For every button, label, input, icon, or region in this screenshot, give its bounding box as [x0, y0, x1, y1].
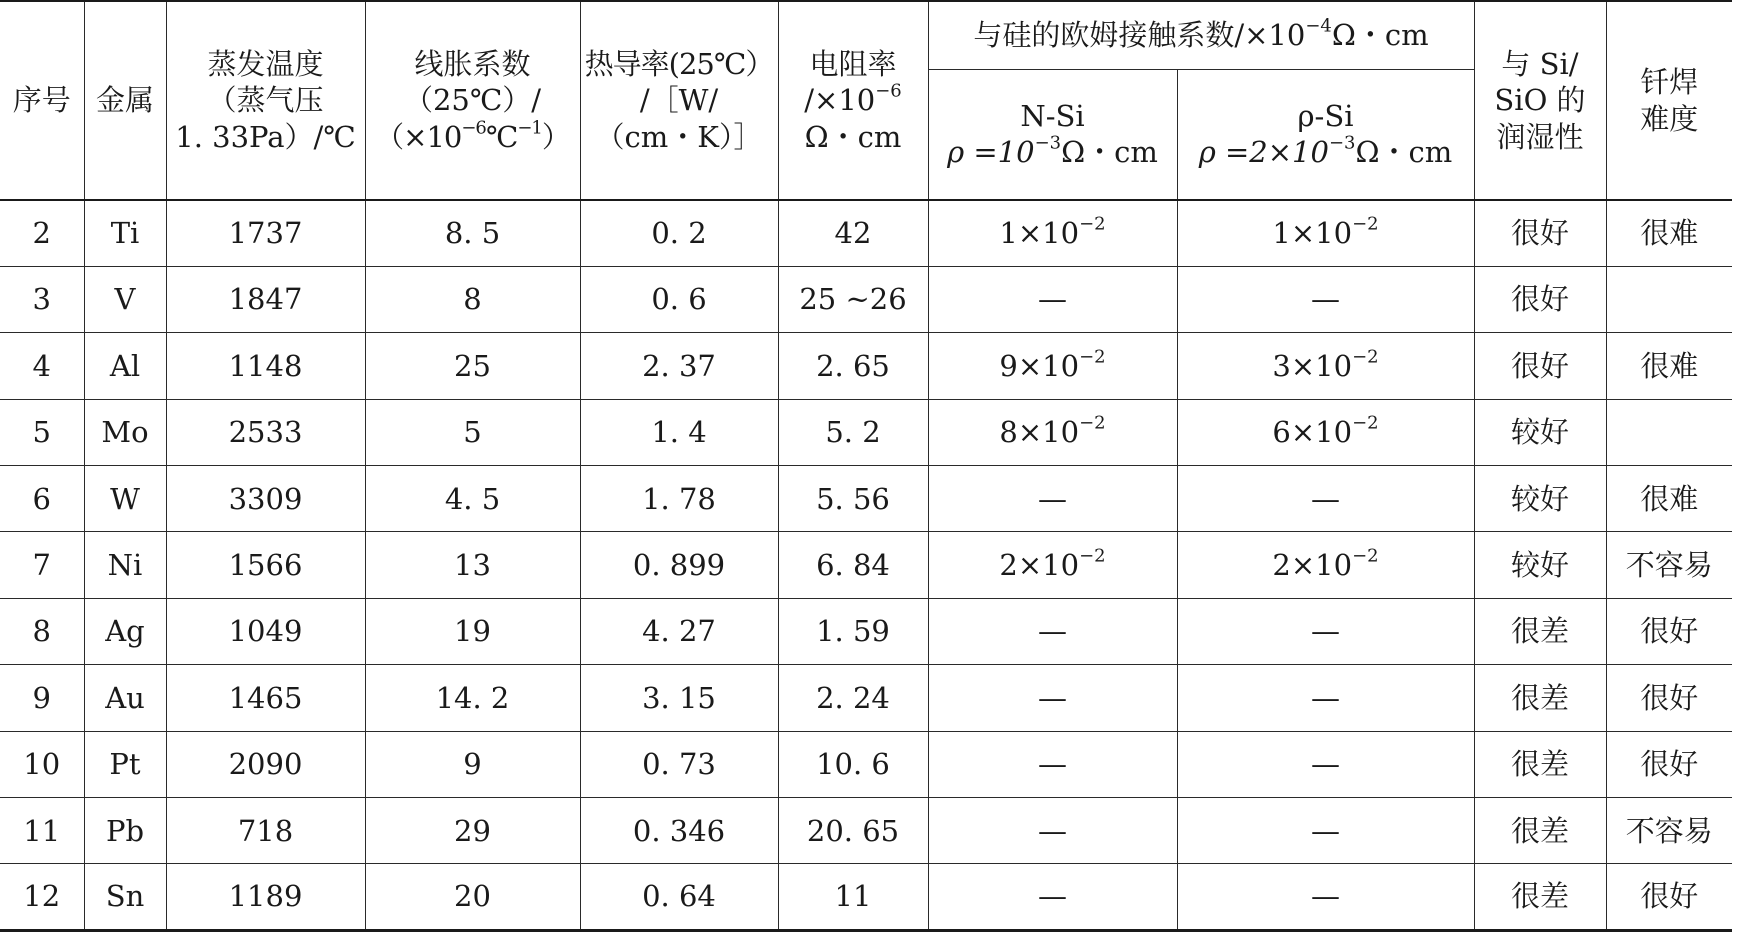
cell-index-value: 10	[23, 747, 61, 782]
cell-expansion-value: 9	[463, 747, 482, 782]
cell-evaporation-temp-value: 1566	[228, 548, 303, 583]
cell-p-si-base: 2×10	[1272, 548, 1353, 583]
cell-p-si-base: 3×10	[1272, 348, 1353, 383]
cell-resistivity	[778, 864, 928, 930]
cell-evaporation-temp-value: 1148	[228, 348, 303, 383]
cell-thermal	[580, 333, 778, 399]
cell-n-si-exponent: −2	[1079, 346, 1106, 368]
cell-wettability	[1474, 266, 1606, 332]
p-si-header-line2	[1178, 134, 1474, 170]
cell-metal	[84, 864, 166, 930]
cell-n-si-contact	[928, 266, 1177, 332]
cell-evaporation-temp-value: 1049	[228, 614, 303, 649]
cell-wettability	[1474, 200, 1606, 266]
cell-index	[0, 864, 84, 930]
cell-metal	[84, 266, 166, 332]
cell-expansion-value: 29	[454, 813, 491, 848]
cell-metal	[84, 731, 166, 797]
cell-thermal	[580, 466, 778, 532]
cell-evaporation-temp	[166, 266, 365, 332]
cell-wettability-value: 很差	[1510, 614, 1569, 649]
cell-resistivity	[778, 532, 928, 598]
cell-thermal-value: 2. 37	[642, 348, 716, 383]
resistivity-unit-base: /×10	[804, 83, 876, 118]
expansion-unit-exponent1: −6	[461, 117, 486, 139]
cell-resistivity-value: 6. 84	[816, 548, 890, 583]
cell-thermal	[580, 532, 778, 598]
cell-n-si-base: 2×10	[999, 548, 1080, 583]
cell-evaporation-temp-value: 1847	[228, 282, 303, 317]
cell-metal-value: Ag	[105, 614, 145, 649]
cell-thermal-value: 0. 64	[642, 879, 716, 914]
expansion-unit-celsius: ℃	[485, 119, 518, 154]
cell-soldering-value: 很好	[1640, 680, 1699, 715]
cell-p-si-base: 1×10	[1272, 216, 1353, 251]
wettability-header-line3: 润湿性	[1496, 119, 1584, 154]
cell-index-value: 12	[23, 879, 61, 914]
cell-wettability	[1474, 864, 1606, 930]
cell-resistivity	[778, 266, 928, 332]
cell-wettability	[1474, 466, 1606, 532]
cell-thermal	[580, 200, 778, 266]
cell-thermal	[580, 798, 778, 864]
cell-p-si-base: —	[1311, 282, 1340, 317]
cell-metal	[84, 532, 166, 598]
cell-n-si-exponent: −2	[1079, 545, 1106, 567]
cell-expansion	[365, 731, 580, 797]
cell-expansion-value: 5	[463, 415, 482, 450]
cell-expansion	[365, 200, 580, 266]
cell-resistivity	[778, 200, 928, 266]
cell-thermal	[580, 266, 778, 332]
cell-thermal-value: 3. 15	[642, 680, 716, 715]
cell-evaporation-temp	[166, 731, 365, 797]
cell-wettability-value: 较好	[1510, 415, 1569, 450]
cell-p-si-contact	[1177, 598, 1474, 664]
cell-p-si-contact	[1177, 399, 1474, 465]
cell-soldering-value: 很好	[1640, 747, 1699, 782]
col-header-index	[0, 1, 84, 200]
col-header-n-si	[928, 69, 1177, 200]
cell-evaporation-temp	[166, 598, 365, 664]
cell-resistivity-value: 5. 2	[825, 415, 881, 450]
cell-p-si-contact	[1177, 466, 1474, 532]
cell-expansion	[365, 532, 580, 598]
cell-resistivity-value: 25 ~26	[799, 282, 907, 317]
n-si-rho-base: ρ =10	[947, 135, 1035, 170]
cell-evaporation-temp-value: 1189	[228, 879, 303, 914]
cell-p-si-exponent: −2	[1352, 412, 1379, 434]
cell-index	[0, 466, 84, 532]
cell-resistivity-value: 2. 24	[816, 680, 890, 715]
cell-wettability	[1474, 333, 1606, 399]
expansion-unit-exponent2: −1	[517, 117, 542, 139]
cell-evaporation-temp-value: 2090	[228, 747, 303, 782]
cell-metal-value: Sn	[105, 879, 145, 914]
cell-resistivity-value: 42	[834, 216, 872, 251]
table-row	[0, 532, 1732, 598]
cell-index-value: 8	[32, 614, 51, 649]
cell-wettability	[1474, 665, 1606, 731]
cell-expansion	[365, 864, 580, 930]
cell-evaporation-temp-value: 3309	[228, 481, 303, 516]
expansion-header-line2: （25℃）/	[403, 83, 542, 118]
thermal-header-line3: （cm・K）］	[595, 119, 763, 154]
cell-p-si-contact	[1177, 731, 1474, 797]
cell-wettability	[1474, 598, 1606, 664]
cell-resistivity-value: 1. 59	[816, 614, 890, 649]
cell-metal-value: Al	[109, 348, 141, 383]
cell-resistivity	[778, 665, 928, 731]
cell-soldering-value: 很好	[1640, 614, 1699, 649]
table-row	[0, 598, 1732, 664]
cell-index	[0, 532, 84, 598]
cell-metal	[84, 466, 166, 532]
cell-evaporation-temp	[166, 399, 365, 465]
cell-index	[0, 598, 84, 664]
cell-resistivity	[778, 333, 928, 399]
cell-n-si-contact	[928, 665, 1177, 731]
cell-thermal-value: 1. 78	[642, 481, 716, 516]
col-header-metal	[84, 1, 166, 200]
cell-soldering	[1606, 399, 1732, 465]
col-header-soldering-difficulty	[1606, 1, 1732, 200]
cell-metal	[84, 665, 166, 731]
cell-wettability-value: 很差	[1510, 813, 1569, 848]
cell-index	[0, 399, 84, 465]
cell-thermal	[580, 665, 778, 731]
cell-wettability	[1474, 399, 1606, 465]
cell-n-si-contact	[928, 731, 1177, 797]
cell-n-si-contact	[928, 200, 1177, 266]
cell-metal	[84, 200, 166, 266]
cell-p-si-exponent: −2	[1352, 545, 1379, 567]
cell-resistivity	[778, 598, 928, 664]
cell-soldering	[1606, 864, 1732, 930]
p-si-rho-unit: Ω・cm	[1355, 135, 1453, 170]
expansion-unit-base: （×10	[375, 119, 462, 154]
cell-expansion	[365, 798, 580, 864]
cell-evaporation-temp-value: 1737	[228, 216, 303, 251]
evap-header-line3: 1. 33Pa）/℃	[175, 119, 356, 154]
cell-n-si-contact	[928, 598, 1177, 664]
cell-p-si-base: —	[1311, 680, 1340, 715]
evap-header-line2: （蒸气压	[207, 83, 324, 118]
cell-wettability-value: 很差	[1510, 680, 1569, 715]
cell-thermal-value: 1. 4	[651, 415, 707, 450]
cell-evaporation-temp	[166, 333, 365, 399]
ohmic-contact-header-base: 与硅的欧姆接触系数/×10	[973, 18, 1306, 53]
wettability-header-line2: SiO 的	[1494, 83, 1586, 118]
col-header-resistivity	[778, 1, 928, 200]
evap-header-line1: 蒸发温度	[207, 47, 324, 82]
cell-n-si-contact	[928, 466, 1177, 532]
cell-resistivity	[778, 798, 928, 864]
soldering-header-line1: 钎焊	[1640, 65, 1699, 100]
cell-soldering-value: 不容易	[1625, 548, 1713, 583]
wettability-header-line1: 与 Si/	[1501, 47, 1579, 82]
cell-thermal-value: 0. 73	[642, 747, 716, 782]
cell-wettability-value: 很好	[1510, 216, 1569, 251]
table-row	[0, 333, 1732, 399]
cell-n-si-base: 1×10	[999, 216, 1080, 251]
cell-soldering	[1606, 266, 1732, 332]
expansion-unit-close: ）	[541, 119, 570, 154]
cell-evaporation-temp-value: 1465	[228, 680, 303, 715]
cell-p-si-base: —	[1311, 813, 1340, 848]
cell-expansion-value: 25	[454, 348, 491, 383]
cell-metal-value: Ni	[107, 548, 143, 583]
cell-p-si-base: 6×10	[1272, 415, 1353, 450]
table-row	[0, 399, 1732, 465]
cell-p-si-contact	[1177, 864, 1474, 930]
cell-soldering	[1606, 200, 1732, 266]
cell-metal	[84, 399, 166, 465]
cell-evaporation-temp-value: 2533	[228, 415, 303, 450]
resistivity-unit-exponent: −6	[875, 80, 902, 102]
cell-expansion	[365, 665, 580, 731]
cell-soldering	[1606, 333, 1732, 399]
cell-soldering-value: 很难	[1640, 481, 1699, 516]
table-row	[0, 200, 1732, 266]
cell-index	[0, 798, 84, 864]
cell-expansion	[365, 598, 580, 664]
cell-expansion	[365, 399, 580, 465]
soldering-header-line2: 难度	[1640, 101, 1699, 136]
cell-n-si-contact	[928, 532, 1177, 598]
cell-resistivity-value: 11	[834, 879, 872, 914]
table-row	[0, 665, 1732, 731]
table-body	[0, 200, 1732, 930]
cell-n-si-base: —	[1038, 747, 1067, 782]
cell-n-si-base: 8×10	[999, 415, 1080, 450]
cell-n-si-contact	[928, 399, 1177, 465]
cell-index	[0, 665, 84, 731]
cell-index-value: 5	[32, 415, 51, 450]
cell-metal	[84, 598, 166, 664]
cell-wettability	[1474, 798, 1606, 864]
table-header	[0, 1, 1732, 200]
cell-p-si-base: —	[1311, 747, 1340, 782]
cell-resistivity-value: 20. 65	[806, 813, 900, 848]
cell-evaporation-temp	[166, 665, 365, 731]
cell-soldering-value: 很好	[1640, 879, 1699, 914]
cell-index-value: 2	[32, 216, 51, 251]
cell-resistivity-value: 2. 65	[816, 348, 890, 383]
n-si-rho-unit: Ω・cm	[1061, 135, 1158, 170]
table-row	[0, 266, 1732, 332]
cell-metal	[84, 798, 166, 864]
resistivity-header-line2	[779, 82, 928, 118]
cell-soldering	[1606, 665, 1732, 731]
expansion-header-line1: 线胀系数	[414, 47, 531, 82]
cell-expansion-value: 4. 5	[444, 481, 501, 516]
cell-thermal	[580, 598, 778, 664]
cell-p-si-contact	[1177, 665, 1474, 731]
cell-metal-value: Pt	[109, 747, 141, 782]
cell-soldering-value: 不容易	[1625, 813, 1713, 848]
cell-wettability-value: 很好	[1510, 282, 1569, 317]
cell-evaporation-temp	[166, 532, 365, 598]
cell-soldering	[1606, 798, 1732, 864]
col-header-expansion-coefficient	[365, 1, 580, 200]
cell-p-si-contact	[1177, 266, 1474, 332]
cell-evaporation-temp	[166, 466, 365, 532]
cell-n-si-contact	[928, 798, 1177, 864]
cell-soldering	[1606, 466, 1732, 532]
cell-n-si-exponent: −2	[1079, 213, 1106, 235]
cell-thermal-value: 0. 899	[632, 548, 726, 583]
cell-p-si-exponent: −2	[1352, 346, 1379, 368]
table-row	[0, 864, 1732, 930]
cell-evaporation-temp	[166, 864, 365, 930]
table-row	[0, 798, 1732, 864]
ohmic-contact-header-unit: Ω・cm	[1331, 18, 1429, 53]
cell-n-si-contact	[928, 864, 1177, 930]
col-header-metal-label: 金属	[95, 83, 154, 118]
cell-metal-value: W	[110, 481, 140, 516]
cell-n-si-contact	[928, 333, 1177, 399]
cell-expansion	[365, 266, 580, 332]
cell-expansion	[365, 333, 580, 399]
cell-soldering	[1606, 598, 1732, 664]
cell-resistivity-value: 5. 56	[816, 481, 890, 516]
p-si-header-line1: ρ-Si	[1297, 99, 1354, 133]
ohmic-contact-header-text	[929, 17, 1474, 53]
col-header-p-si	[1177, 69, 1474, 200]
cell-index	[0, 333, 84, 399]
resistivity-header-line1: 电阻率	[809, 47, 897, 82]
col-header-wettability	[1474, 1, 1606, 200]
cell-wettability-value: 较好	[1510, 548, 1569, 583]
cell-p-si-contact	[1177, 798, 1474, 864]
thermal-header-line1: 热导率(25℃）	[584, 47, 774, 82]
p-si-rho-base: ρ =2×10	[1198, 135, 1329, 170]
cell-wettability-value: 较好	[1510, 481, 1569, 516]
cell-p-si-exponent: −2	[1352, 213, 1379, 235]
cell-thermal-value: 0. 6	[651, 282, 707, 317]
cell-index-value: 9	[32, 680, 51, 715]
cell-p-si-contact	[1177, 333, 1474, 399]
cell-index	[0, 731, 84, 797]
cell-p-si-base: —	[1311, 879, 1340, 914]
cell-evaporation-temp	[166, 200, 365, 266]
cell-n-si-base: 9×10	[999, 348, 1080, 383]
cell-p-si-contact	[1177, 200, 1474, 266]
cell-p-si-base: —	[1311, 481, 1340, 516]
cell-expansion	[365, 466, 580, 532]
cell-index	[0, 266, 84, 332]
n-si-header-line1: N-Si	[1020, 99, 1085, 133]
cell-soldering-value: 很难	[1640, 348, 1699, 383]
cell-wettability-value: 很差	[1510, 747, 1569, 782]
cell-index	[0, 200, 84, 266]
cell-resistivity	[778, 731, 928, 797]
cell-thermal-value: 0. 346	[632, 813, 726, 848]
expansion-header-line3	[366, 119, 580, 155]
col-header-evaporation-temp	[166, 1, 365, 200]
cell-expansion-value: 8. 5	[444, 216, 501, 251]
cell-thermal	[580, 864, 778, 930]
cell-expansion-value: 14. 2	[435, 680, 510, 715]
ohmic-contact-header-exponent: −4	[1305, 15, 1332, 37]
resistivity-header-line3: Ω・cm	[804, 119, 902, 154]
n-si-rho-exponent: −3	[1034, 132, 1062, 154]
cell-metal-value: Ti	[110, 216, 140, 251]
col-header-thermal-conductivity	[580, 1, 778, 200]
n-si-header-line2	[929, 134, 1177, 170]
cell-evaporation-temp	[166, 798, 365, 864]
cell-metal	[84, 333, 166, 399]
cell-wettability	[1474, 532, 1606, 598]
cell-metal-value: Pb	[105, 813, 145, 848]
table-row	[0, 466, 1732, 532]
cell-wettability	[1474, 731, 1606, 797]
col-header-index-label: 序号	[12, 83, 71, 118]
cell-resistivity	[778, 399, 928, 465]
cell-soldering	[1606, 532, 1732, 598]
cell-metal-value: Mo	[101, 415, 149, 450]
cell-wettability-value: 很好	[1510, 348, 1569, 383]
cell-expansion-value: 19	[454, 614, 491, 649]
cell-expansion-value: 8	[463, 282, 482, 317]
cell-index-value: 4	[32, 348, 51, 383]
cell-thermal	[580, 399, 778, 465]
cell-n-si-exponent: −2	[1079, 412, 1106, 434]
cell-n-si-base: —	[1038, 879, 1067, 914]
cell-index-value: 6	[32, 481, 51, 516]
cell-soldering-value: 很难	[1640, 216, 1699, 251]
col-group-header-ohmic-contact	[928, 1, 1474, 69]
cell-soldering	[1606, 731, 1732, 797]
cell-n-si-base: —	[1038, 481, 1067, 516]
cell-expansion-value: 13	[454, 548, 491, 583]
cell-n-si-base: —	[1038, 680, 1067, 715]
cell-thermal-value: 4. 27	[642, 614, 716, 649]
thermal-header-line2: /［W/	[639, 83, 719, 118]
cell-metal-value: Au	[105, 680, 145, 715]
cell-thermal-value: 0. 2	[651, 216, 707, 251]
cell-metal-value: V	[114, 282, 136, 317]
cell-thermal	[580, 731, 778, 797]
p-si-rho-exponent: −3	[1328, 132, 1356, 154]
cell-n-si-base: —	[1038, 614, 1067, 649]
cell-expansion-value: 20	[454, 879, 491, 914]
table-row	[0, 731, 1732, 797]
cell-index-value: 3	[32, 282, 51, 317]
cell-resistivity	[778, 466, 928, 532]
cell-resistivity-value: 10. 6	[816, 747, 890, 782]
cell-n-si-base: —	[1038, 282, 1067, 317]
cell-wettability-value: 很差	[1510, 879, 1569, 914]
cell-index-value: 11	[23, 813, 61, 848]
cell-p-si-base: —	[1311, 614, 1340, 649]
cell-p-si-contact	[1177, 532, 1474, 598]
cell-index-value: 7	[32, 548, 51, 583]
cell-n-si-base: —	[1038, 813, 1067, 848]
cell-evaporation-temp-value: 718	[237, 813, 294, 848]
